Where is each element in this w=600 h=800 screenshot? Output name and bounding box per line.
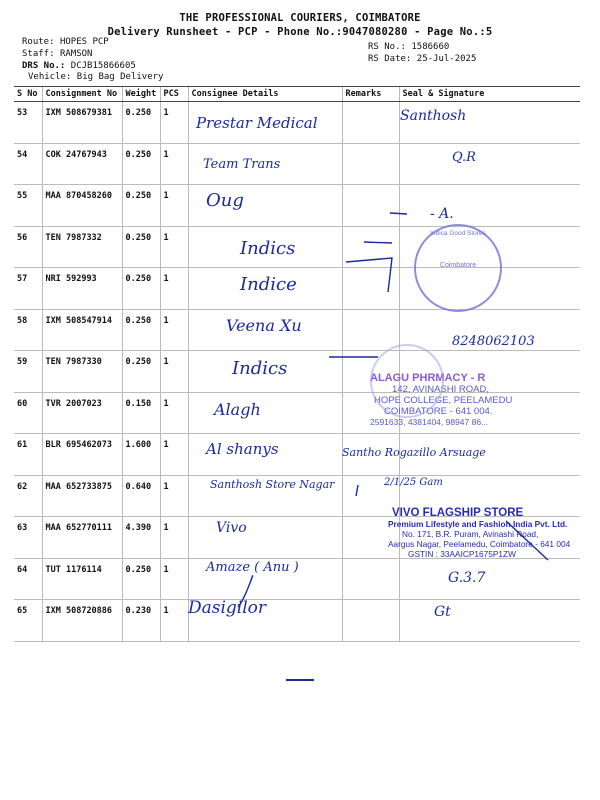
sign-dash-55 — [390, 213, 407, 214]
staff-value: RAMSON — [59, 49, 93, 59]
row-pcs: 1 — [160, 226, 188, 268]
vivo-stamp-line1: Premium Lifestyle and Fashion India Pvt. Ltd. — [388, 519, 568, 529]
row-pcs: 1 — [160, 558, 188, 600]
row-weight: 0.250 — [122, 102, 160, 144]
col-seal: Seal & Signature — [399, 87, 580, 102]
handwritten-consignee: Vivo — [216, 520, 247, 536]
row-sno: 59 — [14, 351, 42, 393]
company-title: THE PROFESSIONAL COURIERS, COIMBATORE — [179, 12, 421, 24]
col-pcs: PCS — [160, 87, 188, 102]
handwritten-consignee: Prestar Medical — [196, 114, 318, 132]
row-weight: 0.250 — [122, 226, 160, 268]
handwritten-signature: G.3.7 — [448, 570, 486, 586]
row-consignment: TEN 7987332 — [42, 226, 122, 268]
row-pcs: 1 — [160, 392, 188, 434]
handwritten-consignee: Indice — [240, 274, 297, 295]
alagu-stamp-line3: COIMBATORE - 641 004. — [384, 406, 493, 417]
row-pcs: 1 — [160, 517, 188, 559]
handwritten-consignee: Amaze ( Anu ) — [206, 560, 299, 575]
route-label: Route: — [22, 37, 55, 47]
row-consignment: TEN 7987330 — [42, 351, 122, 393]
row-pcs: 1 — [160, 351, 188, 393]
row-consignment: MAA 652733875 — [42, 475, 122, 517]
vivo-stamp-name: VIVO FLAGSHIP STORE — [392, 507, 524, 519]
bottom-ink-mark — [286, 679, 314, 681]
drs-label: DRS No.: — [22, 61, 66, 71]
vivo-stamp-line3: Aargus Nagar, Peelamedu, Coimbatore - 641 004 — [388, 539, 571, 549]
row-sno: 56 — [14, 226, 42, 268]
row-weight: 0.150 — [122, 392, 160, 434]
col-weight: Weight — [122, 87, 160, 102]
row-pcs: 1 — [160, 600, 188, 642]
row-consignment: BLR 695462073 — [42, 434, 122, 476]
row-sno: 62 — [14, 475, 42, 517]
col-remarks: Remarks — [342, 87, 399, 102]
row-weight: 0.250 — [122, 309, 160, 351]
col-consignee: Consignee Details — [188, 87, 342, 102]
row-pcs: 1 — [160, 309, 188, 351]
handwritten-consignee: Team Trans — [203, 157, 281, 172]
col-consignment: Consignment No — [42, 87, 122, 102]
handwritten-signature: Gt — [434, 604, 451, 620]
row-sno: 64 — [14, 558, 42, 600]
row-consignment: TUT 1176114 — [42, 558, 122, 600]
alagu-stamp-line4: 2591633, 4381404, 98947 86... — [370, 417, 489, 427]
row-consignment: COK 24767943 — [42, 143, 122, 185]
row-weight: 0.230 — [122, 600, 160, 642]
handwritten-signature: - A. — [430, 206, 454, 222]
row-consignment: IXM 508679381 — [42, 102, 122, 144]
row-consignment: MAA 652770111 — [42, 517, 122, 559]
row-sno: 63 — [14, 517, 42, 559]
row-consignment: IXM 508547914 — [42, 309, 122, 351]
handwritten-signature: Santho Rogazillo Arsuage — [342, 446, 486, 459]
vehicle-label: Vehicle: — [28, 72, 72, 82]
row-weight: 0.250 — [122, 351, 160, 393]
rs-date-label: RS Date: — [368, 54, 412, 64]
remark-stroke-57 — [346, 258, 392, 292]
indica-ring-text: Indica Good Stores — [430, 230, 486, 237]
row-consignment: IXM 508720886 — [42, 600, 122, 642]
alagu-stamp-line2: HOPE COLLEGE, PEELAMEDU — [374, 395, 513, 406]
handwritten-consignee: Indics — [240, 238, 296, 259]
drs-value: DCJB15866605 — [70, 61, 136, 71]
handwritten-signature: Santhosh — [400, 108, 467, 124]
staff-label: Staff: — [22, 49, 55, 59]
row-weight: 0.250 — [122, 185, 160, 227]
rs-no-value: 1586660 — [411, 42, 450, 52]
row-consignment: NRI 592993 — [42, 268, 122, 310]
row-pcs: 1 — [160, 475, 188, 517]
row-pcs: 1 — [160, 102, 188, 144]
handwritten-consignee: Alagh — [214, 400, 261, 419]
row-sno: 54 — [14, 143, 42, 185]
row-pcs: 1 — [160, 143, 188, 185]
handwritten-signature: Q.R — [452, 150, 476, 165]
row-pcs: 1 — [160, 268, 188, 310]
row-pcs: 1 — [160, 185, 188, 227]
handwritten-consignee: Oug — [206, 190, 244, 211]
vivo-signature-stroke — [506, 521, 548, 560]
handwritten-consignee: Al shanys — [206, 440, 279, 458]
vehicle-value: Big Bag Delivery — [76, 72, 164, 82]
row-weight: 0.250 — [122, 143, 160, 185]
handwritten-consignee: Dasigilor — [188, 598, 267, 618]
rs-date-value: 25-Jul-2025 — [416, 54, 477, 64]
alagu-stamp-line1: 142, AVINASHI ROAD, — [392, 384, 489, 395]
row-sno: 61 — [14, 434, 42, 476]
row-sno: 55 — [14, 185, 42, 227]
paren-stroke-64 — [238, 576, 253, 607]
vivo-stamp-line2: No. 171, B.R. Puram, Avinashi Road, — [402, 529, 539, 539]
row-weight: 4.390 — [122, 517, 160, 559]
row-sno: 65 — [14, 600, 42, 642]
row-sno: 57 — [14, 268, 42, 310]
runsheet-header: Delivery Runsheet - PCP - Phone No.:9047080280 - Page No.:5 — [107, 26, 493, 38]
row-weight: 0.250 — [122, 558, 160, 600]
row-weight: 0.250 — [122, 268, 160, 310]
remark-stroke-56 — [364, 242, 392, 243]
row-weight: 1.600 — [122, 434, 160, 476]
row-consignment: MAA 870458260 — [42, 185, 122, 227]
handwritten-consignee: Veena Xu — [226, 316, 302, 335]
handwritten-signature: 8248062103 — [452, 334, 535, 349]
row-pcs: 1 — [160, 434, 188, 476]
remark-stroke-62 — [356, 485, 358, 496]
vivo-stamp-line4: GSTIN : 33AAICP1675P1ZW — [408, 549, 516, 559]
row-sno: 53 — [14, 102, 42, 144]
handwritten-consignee: Santhosh Store Nagar — [210, 478, 335, 491]
handwritten-signature: 2/1/25 Gam — [384, 477, 443, 488]
rs-no-label: RS No.: — [368, 42, 406, 52]
handwritten-consignee: Indics — [232, 358, 288, 379]
row-weight: 0.640 — [122, 475, 160, 517]
row-sno: 58 — [14, 309, 42, 351]
row-consignment: TVR 2007023 — [42, 392, 122, 434]
indica-center-text: Coimbatore — [439, 262, 477, 269]
route-value: HOPES PCP — [59, 37, 109, 47]
alagu-stamp-name: ALAGU PHRMACY - R — [370, 372, 486, 384]
col-sno: S No — [14, 87, 42, 102]
row-sno: 60 — [14, 392, 42, 434]
